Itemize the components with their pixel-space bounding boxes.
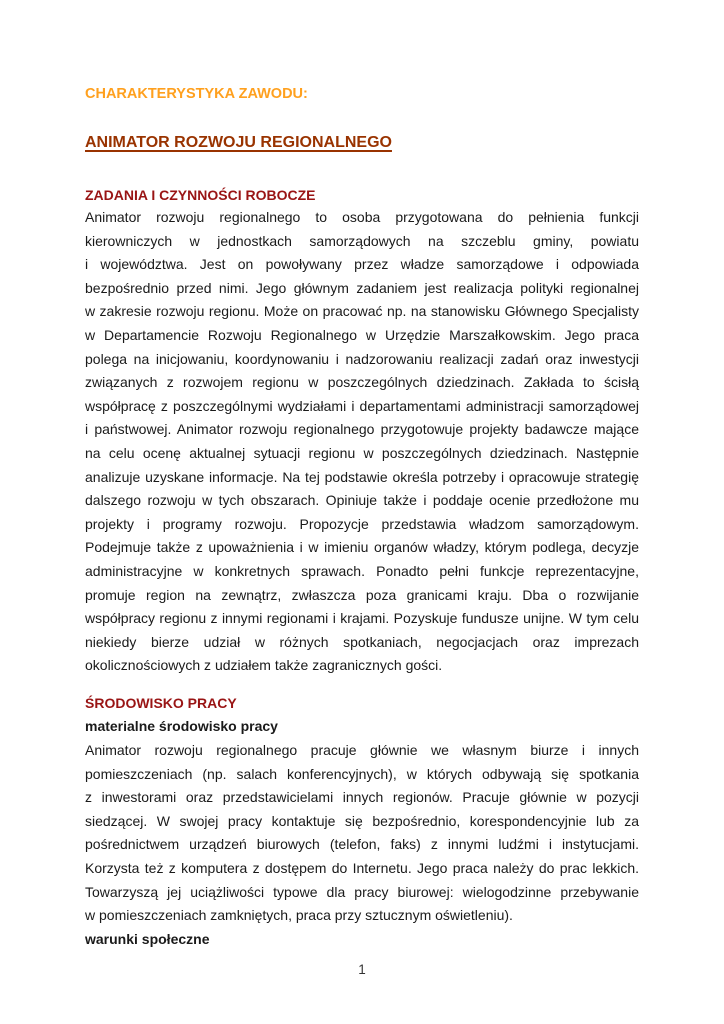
document-title: ANIMATOR ROZWOJU REGIONALNEGO [85, 134, 392, 151]
document-content [85, 86, 639, 951]
page-number: 1 [358, 962, 366, 977]
subheading-materialne: materialne środowisko pracy [85, 718, 278, 735]
srodowisko-paragraph: Animator rozwoju regionalnego pracuje głównie we własnym biurze i innych pomieszczeniach (np. salach konferencyjnych), w których odbywają się spotkania z inwestorami oraz przedstawicielami innych regionów. Pracuje głównie w pozycji siedzącej. W swojej pracy kontaktuje się bezpośrednio, korespondencyjnie lub za pośrednictwem urządzeń biurowych (telefon, faks) z innymi ludźmi i instytucjami. Korzysta też z komputera z dostępem do Internetu. Jego praca należy do prac lekkich. Towarzyszą jej uciążliwości typowe dla pracy biurowej: wielogodzinne przebywanie w pomieszczeniach zamkniętych, praca przy sztucznym oświetleniu). [85, 742, 639, 924]
subheading-warunki: warunki społeczne [85, 930, 210, 947]
zadania-paragraph: Animator rozwoju regionalnego to osoba przygotowana do pełnienia funkcji kierowniczych w jednostkach samorządowych na szczeblu gminy, powiatu i województwa. Jest on powoływany przez władze samorządowe i odpowiada bezpośrednio przed nimi. Jego głównym zadaniem jest realizacja polityki regionalnej w zakresie rozwoju regionu. Może on pracować np. na stanowisku Głównego Specjalisty w Departamencie Rozwoju Regionalnego w Urzędzie Marszałkowskim. Jego praca polega na inicjowaniu, koordynowaniu i nadzorowaniu realizacji zadań oraz inwestycji związanych z rozwojem regionu w poszczególnych dziedzinach. Zakłada to ścisłą współpracę z poszczególnymi wydziałami i departamentami administracji samorządowej i państwowej. Animator rozwoju regionalnego przygotowuje projekty badawcze mające na celu ocenę aktualnej sytuacji regionu w poszczególnych dziedzinach. Następnie analizuje uzyskane informacje. Na tej podstawie określa potrzeby i opracowuje strategię dalszego rozwoju w tych obszarach. Opiniuje także i poddaje ocenie przedłożone mu projekty i programy rozwoju. Propozycje przedstawia władzom samorządowym. Podejmuje także z upoważnienia i w imieniu organów władzy, którym podlega, decyzje administracyjne w konkretnych sprawach. Ponadto pełni funkcje reprezentacyjne, promuje region na zewnątrz, zwłaszcza poza granicami kraju. Dba o rozwijanie współpracy regionu z innymi regionami i krajami. Pozyskuje fundusze unijne. W tym celu niekiedy bierze udział w różnych spotkaniach, negocjacjach oraz imprezach okolicznościowych z udziałem także zagranicznych gości. [85, 209, 639, 674]
section-heading-zadania: ZADANIA I CZYNNOŚCI ROBOCZE [85, 187, 316, 203]
section-heading-srodowisko: ŚRODOWISKO PRACY [85, 694, 237, 711]
kicker-heading: CHARAKTERYSTYKA ZAWODU: [85, 86, 308, 102]
